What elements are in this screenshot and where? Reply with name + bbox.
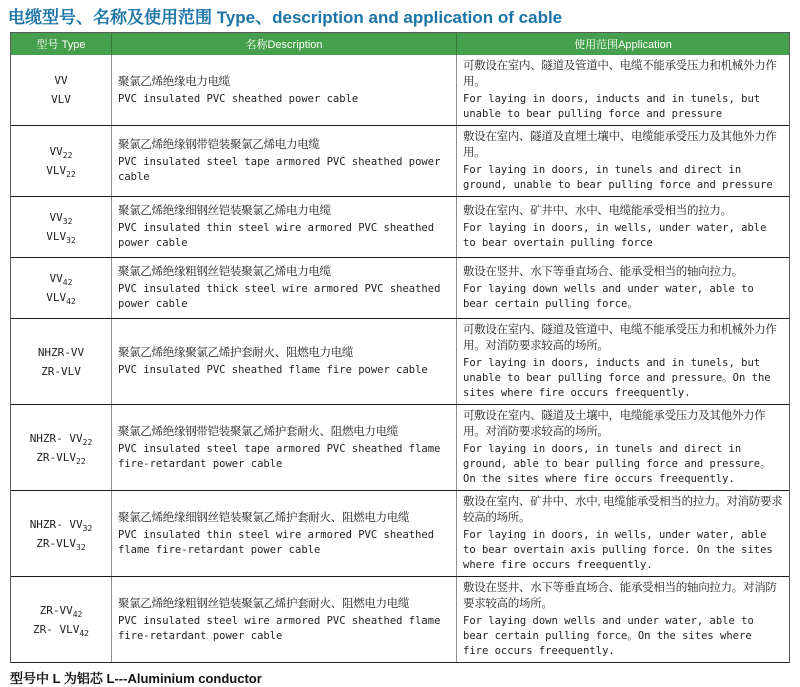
description-zh: 聚氯乙烯绝缘粗钢丝铠装聚氯乙烯护套耐火、阻燃电力电缆	[118, 597, 410, 610]
application-zh: 敷设在室内、矿井中、水中、电缆能承受相当的拉力。	[463, 205, 732, 217]
description-cell	[111, 126, 456, 196]
footer-note: 型号中 L 为铝芯 L---Aluminium conductor	[10, 671, 262, 686]
application-zh: 敷设在室内、隧道及直埋土壤中、电缆能承受压力及其他外力作用。	[463, 131, 777, 159]
application-en: For laying down wells and under water, able to bear certain pulling force。On the sites where fire occurs freequently.	[463, 615, 754, 657]
type-label: $VV_{32}$	[49, 211, 73, 227]
type-subscript: 32	[62, 217, 73, 227]
header-application: 使用范围Application	[456, 33, 789, 55]
description-en: PVC insulated steel tape armored PVC sheathed power cable	[118, 156, 441, 183]
type-label: $ZR-VLV_{32}$	[36, 536, 86, 552]
application-en: For laying in doors, in tunels and direct in ground, unable to bear pulling force and pressure	[463, 164, 773, 191]
page-title: 电缆型号、名称及使用范围 Type、description and application of cable	[8, 8, 563, 27]
description-zh: 聚氯乙烯绝缘钢带铠装聚氯乙烯电力电缆	[118, 139, 320, 151]
application-en: For laying in doors, inducts and in tunels, but unable to bear pulling force and pressure。On the sites where fire occurs freequently.	[463, 357, 771, 399]
header-type: 型号 Type	[36, 39, 86, 51]
description-zh: 聚氯乙烯绝缘细钢丝铠装聚氯乙烯电力电缆	[118, 205, 331, 217]
description-en: PVC insulated PVC sheathed power cable	[118, 92, 359, 105]
table-body	[11, 55, 789, 662]
description-en: PVC insulated thick steel wire armored PVC sheathed power cable	[118, 283, 441, 310]
type-cell	[11, 55, 111, 125]
type-cell	[11, 319, 111, 404]
type-label: $ZR-VV_{42}$	[39, 603, 83, 619]
application-zh: 可敷设在室内、隧道及土壤中，电缆能承受压力及其他外力作用。对消防要求较高的场所。	[463, 410, 766, 438]
application-cell	[456, 319, 789, 404]
description-cell	[111, 577, 456, 662]
application-en: For laying in doors, in wells, under water, able to bear overtain pulling force	[463, 222, 767, 249]
type-subscript: 32	[66, 236, 76, 246]
type-label: NHZR- $VV_{22}$	[29, 431, 93, 447]
description-cell	[111, 319, 456, 404]
type-subscript: 22	[82, 437, 93, 447]
type-subscript: 22	[62, 151, 73, 161]
application-zh: 敷设在竖井、水下等垂直场合、能承受相当的轴向拉力。对消防要求较高的场所。	[463, 582, 777, 610]
description-cell	[111, 491, 456, 576]
type-subscript: 32	[82, 523, 93, 533]
description-zh: 聚氯乙烯绝缘电力电缆	[118, 75, 230, 88]
type-label: $VLV_{42}$	[46, 291, 76, 307]
type-label: VLV	[51, 93, 71, 106]
application-en: For laying in doors, inducts and in tunels, but unable to bear pulling force and pressure	[463, 93, 761, 120]
type-label: VV	[54, 74, 68, 87]
cable-spec-table	[10, 32, 790, 663]
type-subscript: 42	[66, 297, 76, 307]
application-en: For laying in doors, in tunels and direct in ground, able to bear pulling force and pressure。On the sites where fire occurs freequently.	[463, 443, 771, 485]
description-en: PVC insulated PVC sheathed flame fire power cable	[118, 364, 428, 376]
table-row	[11, 490, 789, 576]
application-cell	[456, 491, 789, 576]
type-label: NHZR-VV	[37, 345, 85, 359]
description-zh: 聚氯乙烯绝缘粗钢丝铠装聚氯乙烯电力电缆	[118, 266, 331, 278]
header-description: 名称Description	[111, 33, 456, 55]
application-cell	[456, 55, 789, 125]
type-cell	[11, 405, 111, 490]
description-en: PVC insulated thin steel wire armored PVC sheathed power cable	[118, 222, 435, 249]
table-row	[11, 125, 789, 196]
type-cell	[11, 577, 111, 662]
description-cell	[111, 55, 456, 125]
table-row	[11, 404, 789, 490]
description-cell	[111, 258, 456, 318]
table-row	[11, 576, 789, 662]
type-label: $ZR-VLV_{22}$	[36, 450, 86, 466]
application-zh: 可敷设在室内、隧道及管道中、电缆不能承受压力和机械外力作用。对消防要求较高的场所。	[463, 324, 777, 352]
description-cell	[111, 197, 456, 257]
application-zh: 敷设在室内、矿井中、水中, 电缆能承受相当的拉力。对消防要求较高的场所。	[463, 496, 783, 524]
type-subscript: 22	[66, 170, 76, 180]
description-en: PVC insulated steel tape armored PVC sheathed flame fire-retardant power cable	[118, 442, 441, 470]
type-cell	[11, 197, 111, 257]
table-row	[11, 55, 789, 125]
application-cell	[456, 258, 789, 318]
page	[0, 3, 800, 687]
type-cell	[11, 258, 111, 318]
type-cell	[11, 126, 111, 196]
type-label: ZR-VLV	[41, 364, 81, 378]
application-cell	[456, 197, 789, 257]
description-en: PVC insulated steel wire armored PVC sheathed flame fire-retardant power cable	[118, 614, 441, 642]
type-subscript: 32	[76, 542, 86, 552]
type-label: NHZR- $VV_{32}$	[29, 517, 93, 533]
table-header-row	[11, 33, 789, 55]
type-subscript: 42	[62, 278, 73, 288]
description-zh: 聚氯乙烯绝缘聚氯乙烯护套耐火、阻燃电力电缆	[118, 347, 354, 359]
description-cell	[111, 405, 456, 490]
type-label: $VLV_{22}$	[46, 164, 76, 180]
application-cell	[456, 126, 789, 196]
type-subscript: 42	[79, 628, 89, 638]
application-cell	[456, 577, 789, 662]
type-label: $VV_{42}$	[49, 272, 73, 288]
type-label: $VV_{22}$	[49, 145, 73, 161]
application-cell	[456, 405, 789, 490]
description-en: PVC insulated thin steel wire armored PVC sheathed flame fire-retardant power cable	[118, 528, 435, 556]
application-zh: 敷设在竖井、水下等垂直场合、能承受相当的轴向拉力。	[463, 266, 743, 278]
application-en: For laying down wells and under water, able to bear certain pulling force。	[463, 283, 754, 310]
type-subscript: 42	[72, 609, 83, 619]
application-en: For laying in doors, in wells, under water, able to bear overtain axis pulling force. On the sites where fire occurs freequently.	[463, 529, 773, 571]
description-zh: 聚氯乙烯绝缘细钢丝铠装聚氯乙烯护套耐火、阻燃电力电缆	[118, 511, 410, 524]
description-zh: 聚氯乙烯绝缘钢带铠装聚氯乙烯护套耐火、阻燃电力电缆	[118, 425, 398, 438]
type-label: ZR- $VLV_{42}$	[33, 622, 89, 638]
table-row	[11, 318, 789, 404]
table-row	[11, 257, 789, 318]
table-row	[11, 196, 789, 257]
type-subscript: 22	[76, 456, 86, 466]
type-cell	[11, 491, 111, 576]
type-label: $VLV_{32}$	[46, 230, 76, 246]
application-zh: 可敷设在室内、隧道及管道中、电缆不能承受压力和机械外力作用。	[463, 60, 777, 88]
